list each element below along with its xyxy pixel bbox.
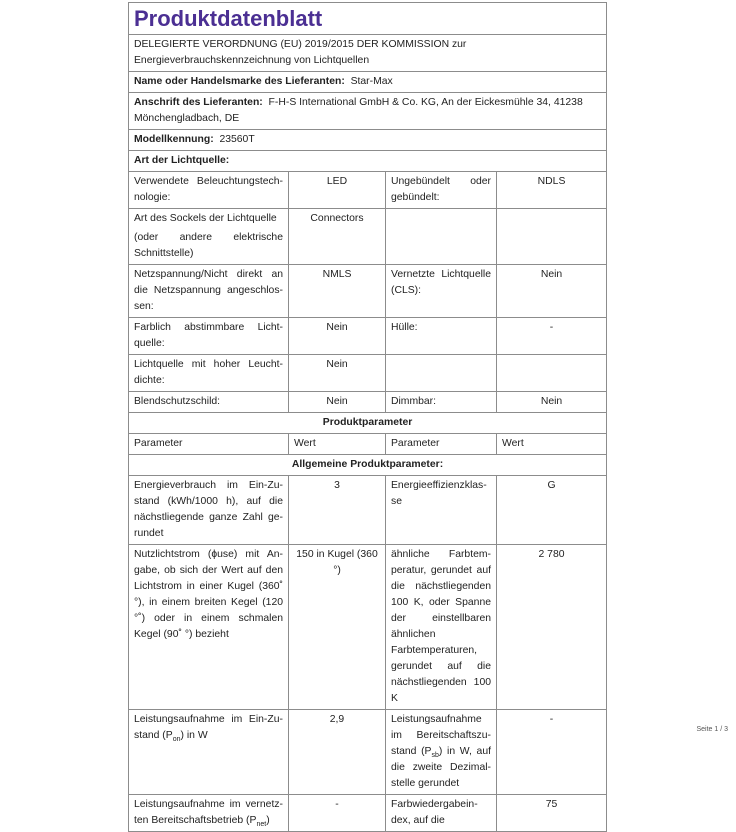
colour-temperature-value: 2 780 (497, 545, 607, 710)
on-mode-power-value: 2,9 (289, 710, 386, 795)
supplier-address-label: Anschrift des Lieferanten: (134, 97, 263, 108)
colour-tunable-label: Farblich abstimmbare Lichtquelle: (129, 318, 289, 355)
socket-empty-label (386, 209, 497, 265)
model-cell (129, 130, 607, 151)
col-value-1: Wert (289, 434, 386, 455)
energy-consumption-label: Energieverbrauch im Ein-Zustand (kWh/1000 h), auf die nächstliegende ganze Zahl gerundet (129, 476, 289, 545)
supplier-address-row (129, 93, 607, 130)
standby-power-label-unit: ) in W, auf die zweite Dezimalstelle gerundet (391, 746, 491, 789)
glare-value: Nein (289, 392, 386, 413)
supplier-name-value: Star-Max (350, 76, 393, 87)
product-params-header: Produktparameter (129, 413, 607, 434)
networked-standby-label-text: Leistungsaufnahme im vernetzten Bereitschaftsbetrieb (P (134, 799, 283, 826)
networked-standby-power-label (129, 795, 289, 832)
colour-tunable-row (129, 318, 607, 355)
model-value: 23560T (219, 134, 255, 145)
dimmable-value: Nein (497, 392, 607, 413)
page-title: Produktdatenblatt (129, 3, 607, 35)
on-mode-power-sub: on (172, 736, 181, 744)
data-sheet-table (128, 2, 607, 832)
general-params-header-row (129, 455, 607, 476)
supplier-name-row (129, 72, 607, 93)
efficiency-class-value: G (497, 476, 607, 545)
on-mode-power-label-text: Leistungsaufnahme im Ein-Zustand (P (134, 714, 283, 741)
colour-rendering-value: 75 (497, 795, 607, 832)
glare-row (129, 392, 607, 413)
colour-tunable-value: Nein (289, 318, 386, 355)
product-params-header-row (129, 413, 607, 434)
regulation-row (129, 35, 607, 72)
high-luminance-row (129, 355, 607, 392)
light-source-type-row (129, 151, 607, 172)
socket-label (129, 209, 289, 265)
networked-standby-sub: net (256, 821, 267, 829)
colour-temperature-label: ähnliche Farbtemperatur, gerundet auf die nächstliegenden 100 K, oder Spanne der einstellbaren ähnlichen Farbtemperaturen, gerundet auf die nächstliegenden 100 K (386, 545, 497, 710)
luminous-flux-value: 150 in Kugel (360 °) (289, 545, 386, 710)
cls-value: Nein (497, 265, 607, 318)
envelope-label: Hülle: (386, 318, 497, 355)
dimmable-label: Dimmbar: (386, 392, 497, 413)
glare-label: Blendschutzschild: (129, 392, 289, 413)
model-label: Modellkennung: (134, 134, 214, 145)
title-row (129, 3, 607, 35)
efficiency-class-label: Energieeffizienzklasse (386, 476, 497, 545)
technology-row (129, 172, 607, 209)
product-data-sheet (128, 2, 606, 832)
colour-rendering-label: Farbwiedergabeindex, auf die (386, 795, 497, 832)
socket-empty-value (497, 209, 607, 265)
page-number: Seite 1 / 3 (696, 726, 728, 733)
supplier-address-value: F-H-S International GmbH & Co. KG, An der Eickesmühle 34, 41238 Mönchengladbach, DE (134, 97, 583, 124)
high-luminance-label: Lichtquelle mit hoher Leuchtdichte: (129, 355, 289, 392)
col-param-1: Parameter (129, 434, 289, 455)
high-luminance-empty-value (497, 355, 607, 392)
energy-row (129, 476, 607, 545)
mains-row (129, 265, 607, 318)
standby-power-label (386, 710, 497, 795)
high-luminance-value: Nein (289, 355, 386, 392)
model-row (129, 130, 607, 151)
standby-power-label-text: Leistungsaufnahme im Bereitschaftszustand (P (391, 714, 491, 757)
technology-label: Verwendete Beleuchtungstechnologie: (129, 172, 289, 209)
cls-label: Vernetzte Lichtquelle (CLS): (386, 265, 497, 318)
mains-label: Netzspannung/Nicht direkt an die Netzspannung angeschlossen: (129, 265, 289, 318)
socket-label-line2: (oder andere elektrische Schnittstelle) (134, 232, 283, 259)
networked-standby-power-value: - (289, 795, 386, 832)
column-header-row (129, 434, 607, 455)
col-param-2: Parameter (386, 434, 497, 455)
on-mode-power-label-unit: ) in W (180, 730, 208, 741)
networked-standby-label-close: ) (266, 815, 270, 826)
envelope-value: - (497, 318, 607, 355)
regulation-text: DELEGIERTE VERORDNUNG (EU) 2019/2015 DER KOMMISSION zur Energieverbrauchskennzeichnung von Lichtquellen (129, 35, 607, 72)
socket-label-line1: Art des Sockels der Lichtquelle (134, 213, 277, 224)
socket-row (129, 209, 607, 265)
bundled-value: NDLS (497, 172, 607, 209)
light-source-type-label: Art der Lichtquelle: (129, 151, 607, 172)
standby-power-value: - (497, 710, 607, 795)
bundled-label: Ungebündelt oder gebündelt: (386, 172, 497, 209)
supplier-name-cell (129, 72, 607, 93)
technology-value: LED (289, 172, 386, 209)
on-mode-power-label (129, 710, 289, 795)
general-params-header: Allgemeine Produktparameter: (129, 455, 607, 476)
flux-row (129, 545, 607, 710)
socket-value: Connectors (289, 209, 386, 265)
network-power-row (129, 795, 607, 832)
supplier-address-cell (129, 93, 607, 130)
energy-consumption-value: 3 (289, 476, 386, 545)
col-value-2: Wert (497, 434, 607, 455)
mains-value: NMLS (289, 265, 386, 318)
luminous-flux-label: Nutzlichtstrom (ɸuse) mit Angabe, ob sich der Wert auf den Lichtstrom in einer Kugel (360˚ °), in einem breiten Kegel (120 °˚) oder in einem schmalen Kegel (90˚ °) bezieht (129, 545, 289, 710)
standby-power-sub: sb (431, 752, 439, 760)
high-luminance-empty-label (386, 355, 497, 392)
supplier-name-label: Name oder Handelsmarke des Lieferanten: (134, 76, 345, 87)
power-row (129, 710, 607, 795)
